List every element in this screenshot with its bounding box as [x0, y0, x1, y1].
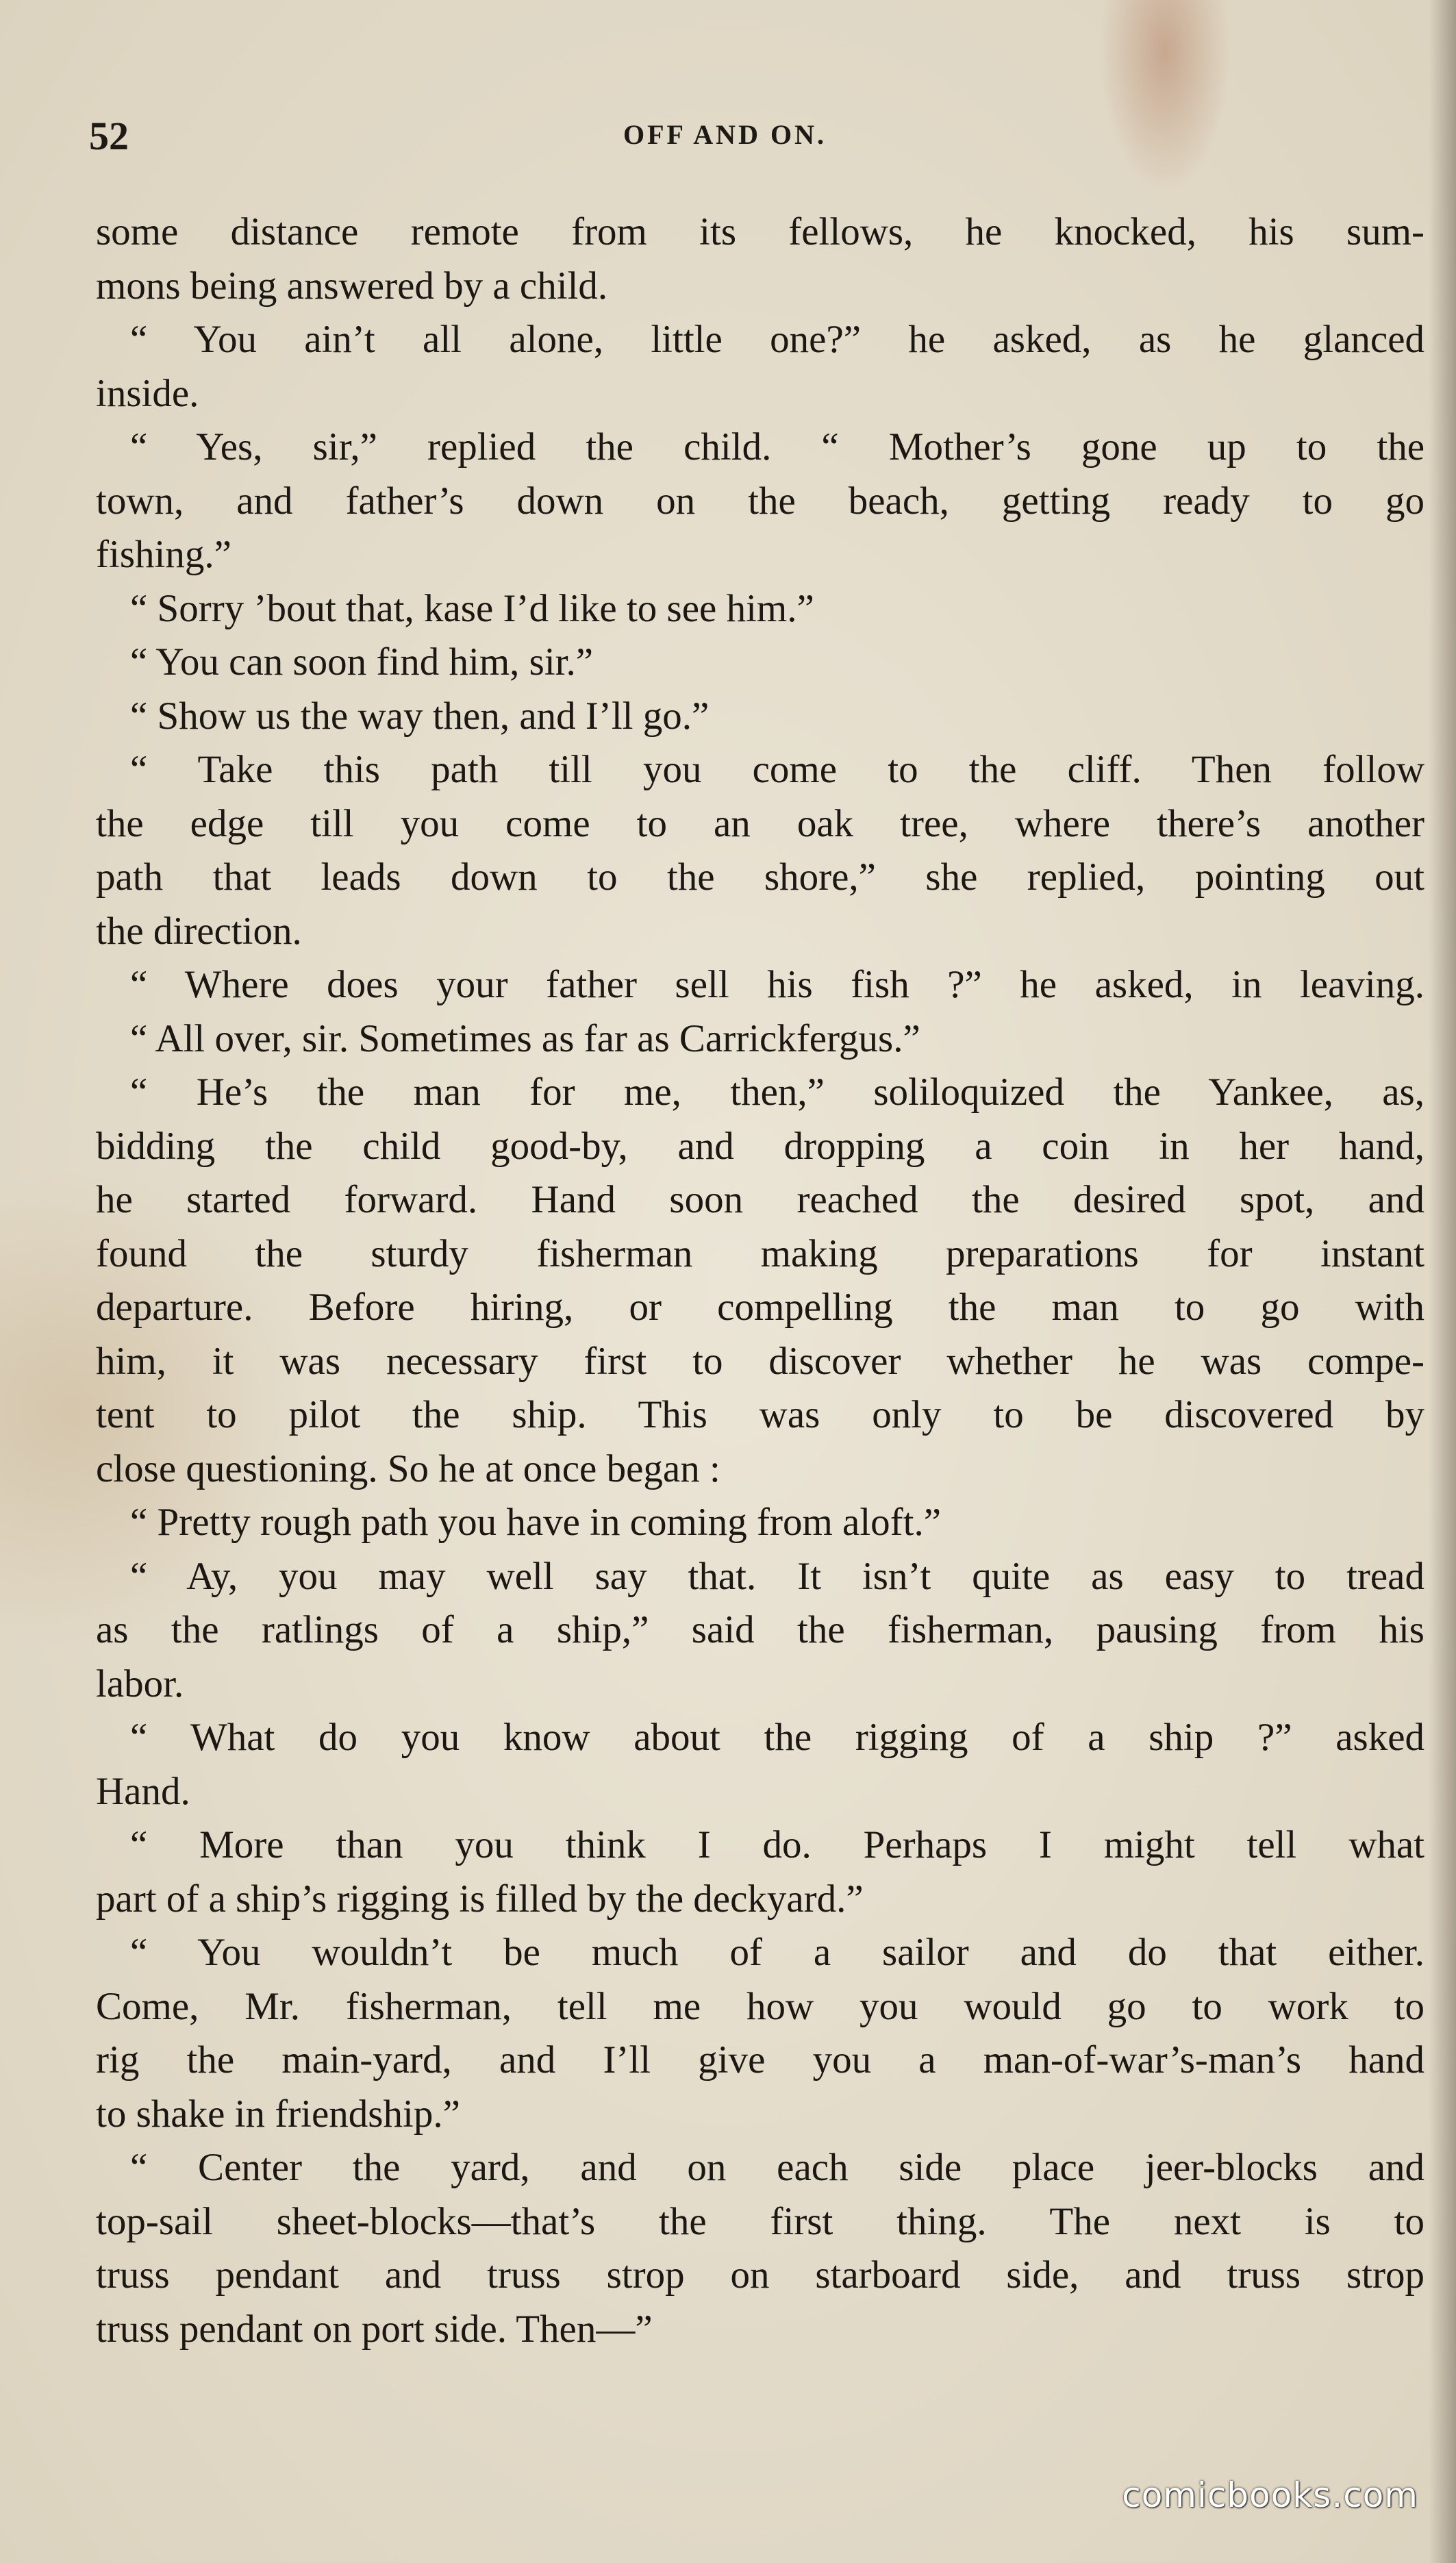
text-line: “ You ain’t all alone, little one?” he asked, as he glanced — [130, 318, 1424, 361]
text-line: “ He’s the man for me, then,” soliloquized the Yankee, as, — [130, 1071, 1424, 1114]
text-line: the direction. — [96, 909, 302, 953]
text-line: “ Pretty rough path you have in coming from aloft.” — [130, 1501, 942, 1544]
text-line: “ You wouldn’t be much of a sailor and do that either. — [130, 1931, 1424, 1974]
page-edge-shadow — [1429, 0, 1456, 2563]
text-line: bidding the child good-by, and dropping a coin in her hand, — [96, 1124, 1424, 1168]
text-line: some distance remote from its fellows, he knocked, his sum- — [96, 210, 1424, 253]
text-line: “ Sorry ’bout that, kase I’d like to see him.” — [130, 586, 814, 630]
text-line: labor. — [96, 1662, 184, 1705]
text-line: path that leads down to the shore,” she replied, pointing out — [96, 855, 1424, 899]
text-line: “ More than you think I do. Perhaps I might tell what — [130, 1823, 1424, 1866]
text-line: truss pendant and truss strop on starboard side, and truss strop — [96, 2253, 1424, 2297]
body-text — [96, 205, 1424, 2356]
text-line: “ Show us the way then, and I’ll go.” — [130, 694, 710, 738]
text-line: inside. — [96, 371, 199, 415]
text-line: Hand. — [96, 1769, 190, 1813]
text-line: found the sturdy fisherman making preparations for instant — [96, 1232, 1424, 1275]
page-header — [89, 113, 1424, 168]
running-head: OFF AND ON. — [623, 119, 827, 150]
text-line: fishing.” — [96, 533, 231, 576]
text-line: part of a ship’s rigging is filled by the deckyard.” — [96, 1877, 864, 1921]
text-line: to shake in friendship.” — [96, 2092, 460, 2136]
text-line: him, it was necessary first to discover whether he was compe- — [96, 1339, 1424, 1383]
text-line: “ Take this path till you come to the cliff. Then follow — [130, 748, 1424, 791]
text-line: rig the main-yard, and I’ll give you a man-of-war’s-man’s hand — [96, 2038, 1424, 2081]
text-line: close questioning. So he at once began : — [96, 1447, 720, 1490]
text-line: tent to pilot the ship. This was only to be discovered by — [96, 1393, 1424, 1436]
text-line: truss pendant on port side. Then—” — [96, 2307, 653, 2351]
text-line: he started forward. Hand soon reached the desired spot, and — [96, 1178, 1424, 1221]
text-line: top-sail sheet-blocks—that’s the first thing. The next is to — [96, 2199, 1424, 2243]
text-line: “ You can soon find him, sir.” — [130, 640, 594, 684]
text-line: mons being answered by a child. — [96, 264, 608, 308]
page-number: 52 — [89, 114, 129, 158]
text-line: “ What do you know about the rigging of a ship ?” asked — [130, 1716, 1424, 1759]
text-line: town, and father’s down on the beach, getting ready to go — [96, 479, 1424, 523]
text-line: “ Ay, you may well say that. It isn’t quite as easy to tread — [130, 1554, 1424, 1598]
watermark: comicbooks.com — [1122, 2475, 1418, 2515]
text-line: “ Center the yard, and on each side place jeer-blocks and — [130, 2146, 1424, 2189]
text-line: “ All over, sir. Sometimes as far as Carrickfergus.” — [130, 1016, 920, 1060]
text-line: “ Where does your father sell his fish ?” he asked, in leaving. — [130, 963, 1424, 1006]
text-line: “ Yes, sir,” replied the child. “ Mother’s gone up to the — [130, 425, 1424, 468]
text-line: as the ratlings of a ship,” said the fisherman, pausing from his — [96, 1608, 1424, 1651]
text-line: the edge till you come to an oak tree, where there’s another — [96, 801, 1424, 845]
text-line: Come, Mr. fisherman, tell me how you would go to work to — [96, 1984, 1424, 2028]
text-line: departure. Before hiring, or compelling the man to go with — [96, 1286, 1424, 1329]
